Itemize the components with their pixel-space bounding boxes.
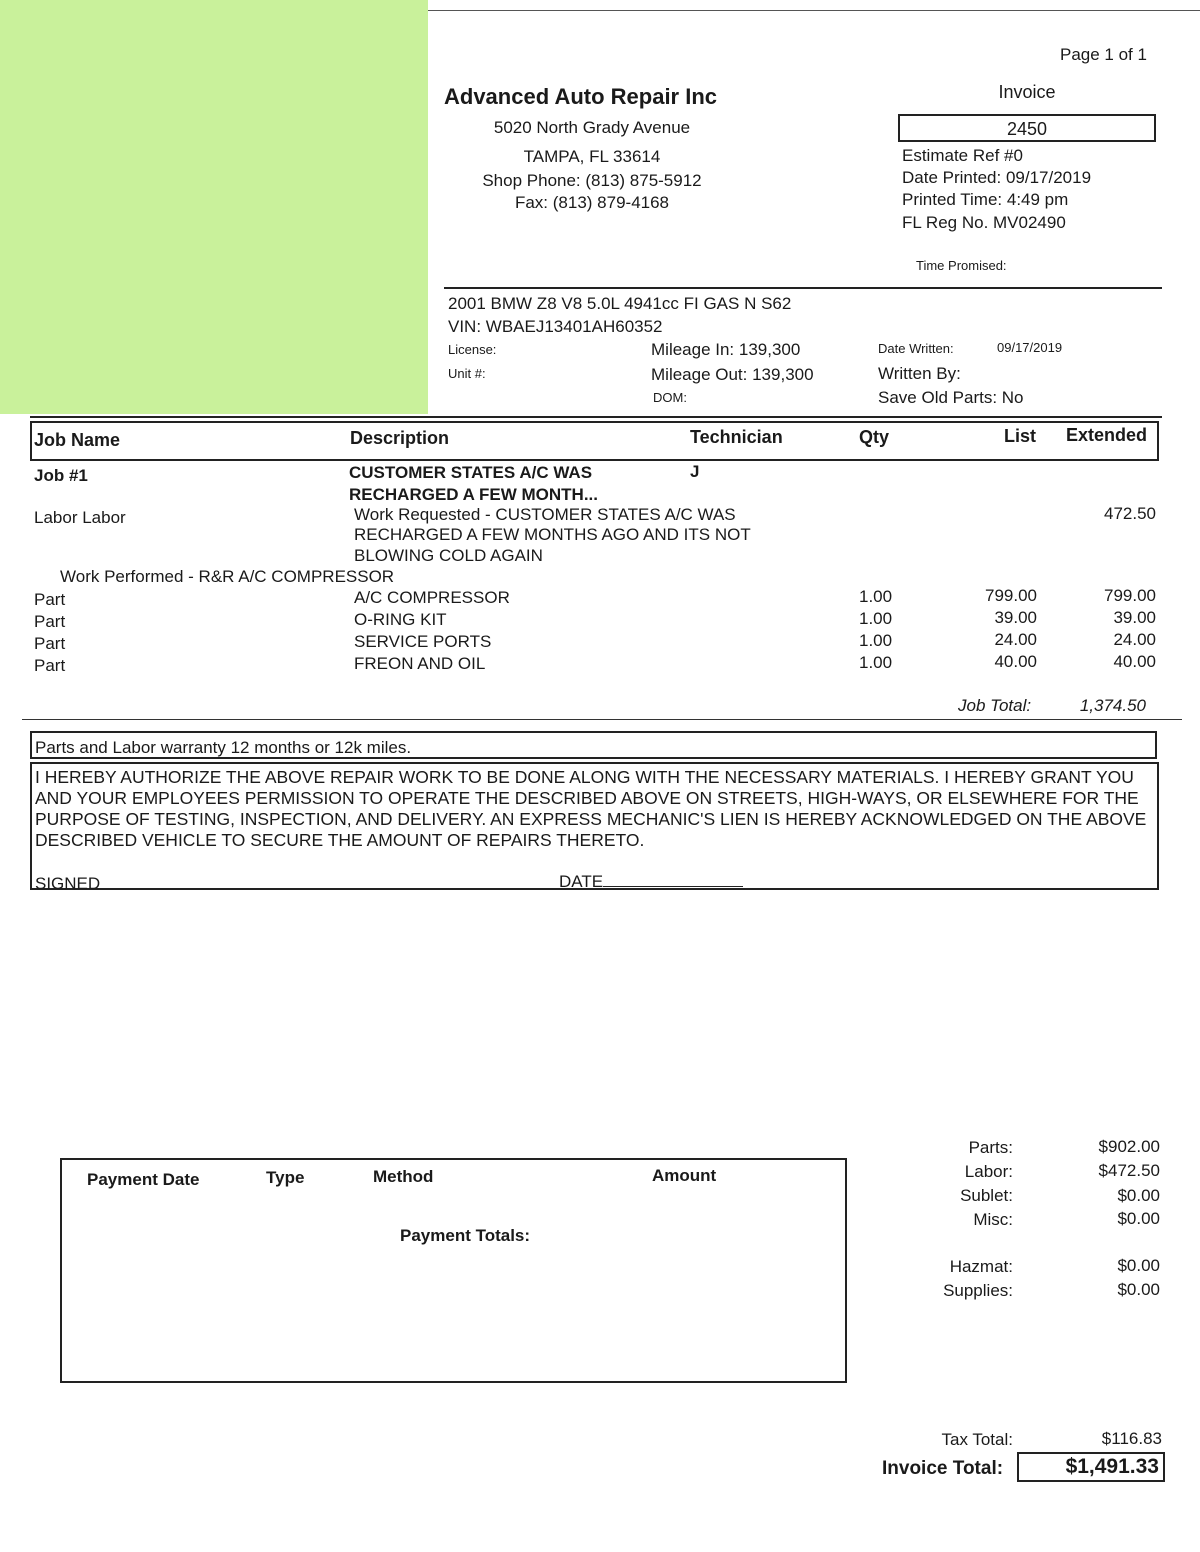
part-list: 799.00: [985, 586, 1037, 605]
summary-label: Hazmat:: [949, 1257, 1013, 1276]
part-extended: 24.00: [1113, 630, 1156, 649]
invoice-total-label: Invoice Total:: [882, 1458, 1004, 1479]
shop-city: TAMPA, FL 33614: [523, 147, 661, 166]
authorization-text: I HEREBY AUTHORIZE THE ABOVE REPAIR WORK TO BE DONE ALONG WITH THE NECESSARY MATERIALS. I HEREBY GRANT YOU AND YOUR EMPLOYEES PERMISSION TO OPERATE THE DESCRIBED ABOVE ON STREETS, HIGH-WAYS, OR ELSEWHERE FOR THE PURPOSE OF TESTING, INSPECTION, AND DELIVERY. AN EXPRESS MECHANIC'S LIEN IS HEREBY ACKNOWLEDGED ON THE ABOVE DESCRIBED VEHICLE TO SECURE THE AMOUNT OF REPAIRS THERETO.: [35, 767, 1147, 850]
summary-value: $0.00: [1117, 1280, 1160, 1299]
signed-field: [100, 872, 530, 889]
summary-value: $902.00: [1098, 1137, 1160, 1156]
header-divider: [444, 287, 1162, 289]
payment-box: [60, 1158, 847, 1383]
date-field: [603, 870, 743, 887]
summary-value: $472.50: [1098, 1161, 1160, 1180]
warranty-box: [30, 731, 1157, 759]
summary-label: Misc:: [973, 1210, 1013, 1229]
part-type: Part: [34, 590, 66, 609]
payment-method-header: Method: [373, 1167, 434, 1186]
payment-type-header: Type: [266, 1168, 305, 1187]
job-description-line2: RECHARGED A FEW MONTH...: [349, 485, 599, 504]
date-line: [559, 870, 743, 892]
part-qty: 1.00: [859, 587, 893, 606]
col-qty: Qty: [859, 427, 890, 447]
part-qty: 1.00: [859, 609, 893, 628]
summary-label: Parts:: [968, 1138, 1013, 1157]
summary-value: $0.00: [1117, 1209, 1160, 1228]
part-description: SERVICE PORTS: [354, 632, 492, 651]
signed-label: SIGNED: [35, 874, 101, 893]
part-type: Part: [34, 656, 66, 675]
printed-time: Printed Time: 4:49 pm: [902, 190, 1069, 209]
summary-label: Sublet:: [960, 1186, 1013, 1205]
date-printed: Date Printed: 09/17/2019: [902, 168, 1092, 187]
job-name: Job #1: [34, 466, 88, 485]
shop-name: Advanced Auto Repair Inc: [444, 84, 718, 109]
shop-phone: Shop Phone: (813) 875-5912: [482, 171, 702, 190]
job-description-line1: CUSTOMER STATES A/C WAS: [349, 463, 593, 482]
time-promised: Time Promised:: [916, 258, 1007, 273]
work-requested-line3: BLOWING COLD AGAIN: [354, 546, 543, 565]
part-qty: 1.00: [859, 653, 893, 672]
date-label: DATE: [559, 872, 604, 891]
invoice-number-box: [898, 114, 1156, 142]
invoice-label: Invoice: [998, 82, 1056, 102]
summary-value: $0.00: [1117, 1186, 1160, 1205]
signature-line: [35, 872, 530, 894]
dom-label: DOM:: [653, 390, 687, 405]
written-by: Written By:: [878, 364, 961, 383]
part-extended: 799.00: [1104, 586, 1156, 605]
labor-extended: 472.50: [1104, 504, 1156, 523]
job-total-divider: [22, 719, 1182, 720]
col-technician: Technician: [690, 427, 783, 447]
vehicle-description: 2001 BMW Z8 V8 5.0L 4941cc FI GAS N S62: [448, 294, 792, 313]
mileage-out: Mileage Out: 139,300: [651, 365, 814, 384]
invoice-number: 2450: [1006, 119, 1048, 139]
tax-total: $116.83: [1101, 1429, 1162, 1448]
unit-label: Unit #:: [448, 366, 486, 381]
license-label: License:: [448, 342, 497, 357]
part-qty: 1.00: [859, 631, 893, 650]
work-requested-line2: RECHARGED A FEW MONTHS AGO AND ITS NOT: [354, 525, 751, 544]
summary-value: $0.00: [1117, 1256, 1160, 1275]
payment-date-header: Payment Date: [87, 1170, 200, 1189]
labor-label: Labor Labor: [34, 508, 126, 527]
job-total: 1,374.50: [1079, 696, 1146, 715]
part-extended: 39.00: [1113, 608, 1156, 627]
date-written-label: Date Written:: [878, 341, 954, 356]
part-description: O-RING KIT: [354, 610, 447, 629]
mileage-in: Mileage In: 139,300: [651, 340, 801, 359]
part-type: Part: [34, 612, 66, 631]
page-number: Page 1 of 1: [1060, 45, 1147, 64]
col-list: List: [1003, 426, 1036, 446]
col-job-name: Job Name: [34, 430, 121, 450]
part-list: 40.00: [994, 652, 1037, 671]
part-list: 24.00: [994, 630, 1037, 649]
sticky-note: [0, 0, 428, 414]
shop-address: 5020 North Grady Avenue: [493, 118, 691, 137]
save-old-parts: Save Old Parts: No: [878, 388, 1024, 407]
date-written: 09/17/2019: [997, 340, 1063, 355]
summary-label: Labor:: [964, 1162, 1013, 1181]
page-top-edge: [428, 10, 1200, 11]
vehicle-vin: VIN: WBAEJ13401AH60352: [448, 317, 663, 336]
col-extended: Extended: [1066, 425, 1148, 445]
payment-amount-header: Amount: [652, 1166, 717, 1185]
part-extended: 40.00: [1113, 652, 1156, 671]
payment-totals-label: Payment Totals:: [400, 1226, 531, 1245]
summary-label: Supplies:: [943, 1281, 1013, 1300]
warranty-text: Parts and Labor warranty 12 months or 12k miles.: [35, 738, 412, 757]
work-performed: Work Performed - R&R A/C COMPRESSOR: [60, 567, 395, 586]
fl-reg-number: FL Reg No. MV02490: [902, 213, 1066, 232]
invoice-total-box: [1017, 1452, 1165, 1482]
table-top-divider: [30, 416, 1162, 418]
authorization-box: [30, 762, 1159, 893]
shop-fax: Fax: (813) 879-4168: [514, 193, 670, 212]
col-description: Description: [350, 428, 450, 448]
part-description: FREON AND OIL: [354, 654, 486, 673]
invoice-total: $1,491.33: [1065, 1455, 1159, 1478]
job-technician: J: [690, 462, 700, 481]
job-total-label: Job Total:: [958, 696, 1032, 715]
work-requested-line1: Work Requested - CUSTOMER STATES A/C WAS: [354, 505, 736, 524]
part-type: Part: [34, 634, 66, 653]
tax-total-label: Tax Total:: [941, 1430, 1013, 1449]
estimate-ref: Estimate Ref #0: [902, 146, 1023, 165]
part-description: A/C COMPRESSOR: [354, 588, 510, 607]
part-list: 39.00: [994, 608, 1037, 627]
